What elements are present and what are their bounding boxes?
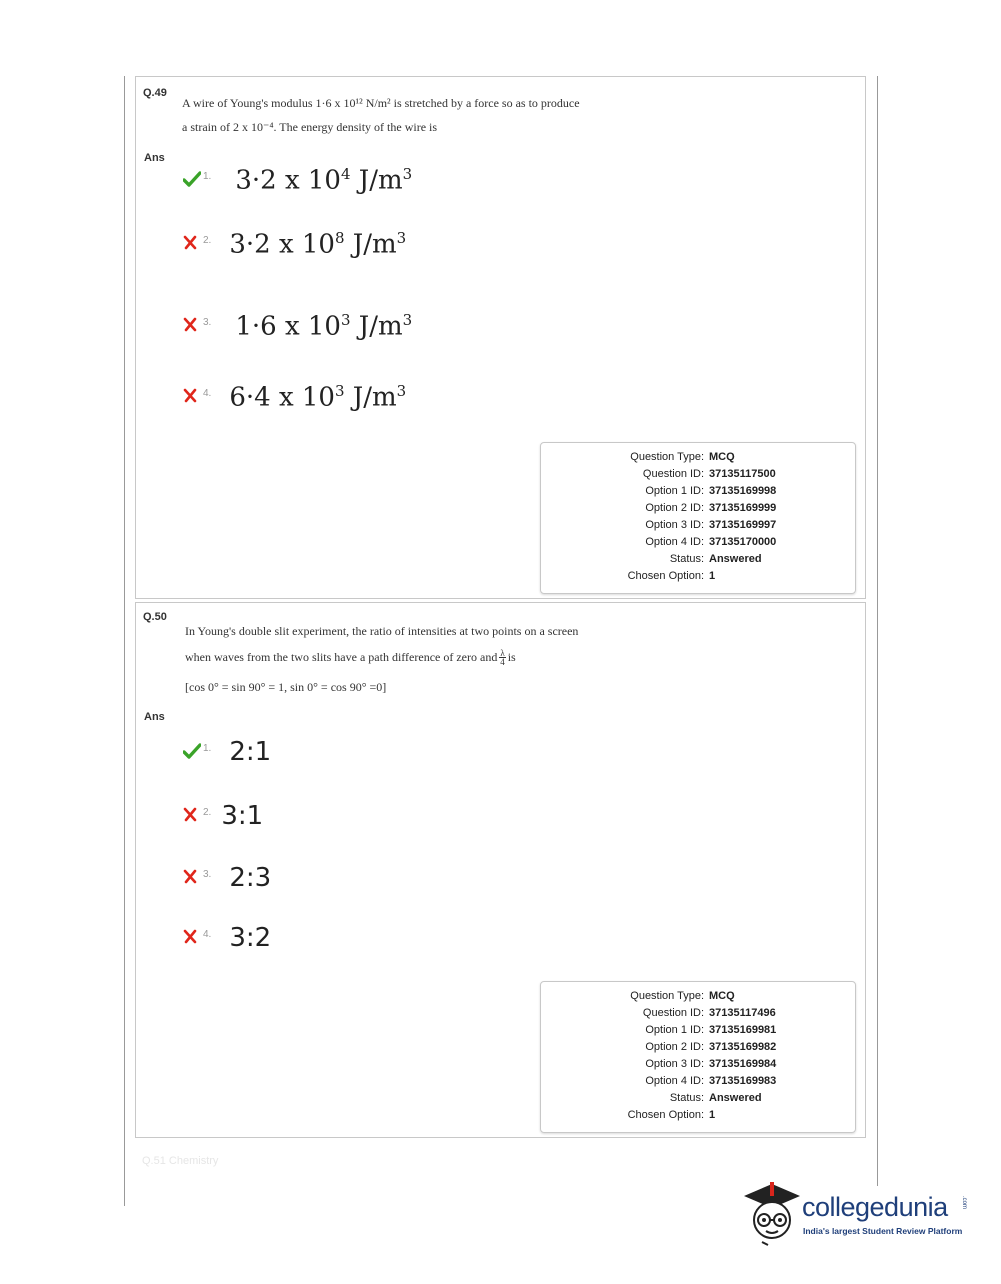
meta-key: Status xyxy=(669,1092,701,1104)
meta-key: Status xyxy=(669,553,701,565)
option-unit-exp: 3 xyxy=(402,164,413,183)
answer-label: Ans xyxy=(144,711,165,723)
meta-row xyxy=(541,1024,857,1041)
brand-name: collegedunia xyxy=(802,1192,948,1222)
question-text-line-2: a strain of 2 x 10⁻⁴. The energy density of the wire is xyxy=(182,120,438,134)
option-mantissa: 1·6 x 10 xyxy=(235,311,341,342)
page-left-rule xyxy=(124,76,125,1206)
meta-row xyxy=(541,1075,857,1092)
meta-key: Option 2 ID xyxy=(645,1041,701,1053)
meta-separator: : xyxy=(701,519,705,531)
answer-option-1 xyxy=(183,160,412,200)
meta-separator: : xyxy=(701,1041,705,1053)
brand-tagline: India's largest Student Review Platform xyxy=(803,1226,963,1236)
meta-separator: : xyxy=(701,553,705,565)
meta-separator: : xyxy=(701,1109,705,1121)
question-meta-box xyxy=(540,442,856,594)
meta-key: Option 3 ID xyxy=(645,1058,701,1070)
meta-separator: : xyxy=(701,1007,705,1019)
option-value xyxy=(235,165,412,196)
meta-value: 37135169983 xyxy=(709,1075,777,1087)
option-number: 1. xyxy=(203,170,212,182)
lambda-over-four-fraction xyxy=(499,649,505,666)
meta-key: Option 3 ID xyxy=(645,519,701,531)
fraction-numerator: λ xyxy=(500,648,505,658)
meta-value: Answered xyxy=(709,1092,762,1104)
meta-key: Option 4 ID xyxy=(645,536,701,548)
meta-row xyxy=(541,570,857,587)
meta-separator: : xyxy=(701,570,705,582)
meta-key: Chosen Option xyxy=(627,570,701,582)
question-block-50 xyxy=(135,602,866,1138)
meta-key: Chosen Option xyxy=(627,1109,701,1121)
option-value: 2:1 xyxy=(229,737,272,767)
fraction-denominator: 4 xyxy=(500,657,505,667)
cross-icon xyxy=(183,317,201,335)
meta-row xyxy=(541,553,857,570)
meta-value: Answered xyxy=(709,553,762,565)
option-unit-exp: 3 xyxy=(396,381,407,400)
meta-value: 37135117500 xyxy=(709,468,776,480)
option-exp: 8 xyxy=(334,228,345,247)
question-number: Q.49 xyxy=(143,87,167,99)
option-number: 3. xyxy=(203,868,212,880)
option-unit: J/m xyxy=(350,165,403,196)
meta-row xyxy=(541,1007,857,1024)
meta-row xyxy=(541,451,857,468)
option-mantissa: 3·2 x 10 xyxy=(229,229,335,260)
meta-separator: : xyxy=(701,485,705,497)
cross-icon xyxy=(183,929,201,947)
meta-separator: : xyxy=(701,1024,705,1036)
option-unit-exp: 3 xyxy=(402,310,413,329)
option-mantissa: 6·4 x 10 xyxy=(229,382,335,413)
option-value xyxy=(235,311,412,342)
option-number: 2. xyxy=(203,806,212,818)
option-exp: 3 xyxy=(334,381,345,400)
question-block-49 xyxy=(135,76,866,599)
option-value xyxy=(229,229,406,260)
cross-icon xyxy=(183,388,201,406)
option-value: 2:3 xyxy=(229,863,272,893)
meta-value: 37135169997 xyxy=(709,519,777,531)
meta-value: 37135169981 xyxy=(709,1024,777,1036)
option-number: 2. xyxy=(203,234,212,246)
next-section-faded-label: Q.51 Chemistry xyxy=(142,1155,219,1167)
collegedunia-logo xyxy=(740,1178,980,1248)
check-icon xyxy=(183,171,201,189)
cross-icon xyxy=(183,807,201,825)
meta-row xyxy=(541,536,857,553)
option-unit: J/m xyxy=(344,382,397,413)
meta-key: Option 1 ID xyxy=(645,1024,701,1036)
meta-value: 37135169982 xyxy=(709,1041,777,1053)
option-mantissa: 3·2 x 10 xyxy=(235,165,341,196)
meta-row xyxy=(541,1058,857,1075)
meta-row xyxy=(541,468,857,485)
meta-separator: : xyxy=(701,536,705,548)
option-value: 3:2 xyxy=(229,923,272,953)
option-unit: J/m xyxy=(350,311,403,342)
answer-option-3 xyxy=(183,306,412,346)
meta-separator: : xyxy=(701,468,705,480)
answer-option-2 xyxy=(183,224,406,264)
meta-key: Option 4 ID xyxy=(645,1075,701,1087)
meta-value: 37135169998 xyxy=(709,485,777,497)
meta-value: MCQ xyxy=(709,451,735,463)
option-number: 3. xyxy=(203,316,212,328)
meta-key: Option 2 ID xyxy=(645,502,701,514)
meta-key: Question ID xyxy=(642,468,701,480)
answer-option-4 xyxy=(183,377,406,417)
option-unit-exp: 3 xyxy=(396,228,407,247)
brand-dotcom: .com xyxy=(961,1196,967,1210)
meta-separator: : xyxy=(701,502,705,514)
check-icon xyxy=(183,743,201,761)
meta-value: 37135169999 xyxy=(709,502,777,514)
option-unit: J/m xyxy=(344,229,397,260)
meta-key: Option 1 ID xyxy=(645,485,701,497)
answer-option-2 xyxy=(183,796,263,836)
question-meta-box xyxy=(540,981,856,1133)
page-right-rule xyxy=(877,76,878,1186)
meta-value: 1 xyxy=(709,1109,716,1121)
option-value xyxy=(229,382,406,413)
meta-row xyxy=(541,502,857,519)
meta-separator: : xyxy=(701,451,705,463)
meta-row xyxy=(541,1092,857,1109)
question-text-line-3: [cos 0° = sin 90° = 1, sin 0° = cos 90° =0] xyxy=(185,680,387,694)
question-text-line-2-start: when waves from the two slits have a path difference of zero and xyxy=(185,650,498,664)
option-exp: 3 xyxy=(340,310,351,329)
option-number: 4. xyxy=(203,387,212,399)
meta-row xyxy=(541,485,857,502)
question-text-line-1: A wire of Young's modulus 1·6 x 10¹² N/m² is stretched by a force so as to produce xyxy=(182,96,580,110)
meta-value: 1 xyxy=(709,570,716,582)
option-exp: 4 xyxy=(340,164,351,183)
meta-key: Question Type xyxy=(630,451,701,463)
meta-row xyxy=(541,1041,857,1058)
option-value: 3:1 xyxy=(221,801,264,831)
meta-key: Question ID xyxy=(642,1007,701,1019)
option-number: 1. xyxy=(203,742,212,754)
meta-separator: : xyxy=(701,990,705,1002)
question-number: Q.50 xyxy=(143,611,167,623)
meta-value: MCQ xyxy=(709,990,735,1002)
option-number: 4. xyxy=(203,928,212,940)
meta-value: 37135170000 xyxy=(709,536,777,548)
question-text-line-2 xyxy=(185,649,516,666)
meta-key: Question Type xyxy=(630,990,701,1002)
meta-row xyxy=(541,990,857,1007)
meta-separator: : xyxy=(701,1075,705,1087)
answer-label: Ans xyxy=(144,152,165,164)
meta-separator: : xyxy=(701,1058,705,1070)
answer-option-4 xyxy=(183,918,271,958)
meta-row xyxy=(541,1109,857,1126)
meta-separator: : xyxy=(701,1092,705,1104)
answer-option-1 xyxy=(183,732,271,772)
question-text-line-1: In Young's double slit experiment, the ratio of intensities at two points on a screen xyxy=(185,624,579,638)
meta-row xyxy=(541,519,857,536)
graduate-mascot-icon xyxy=(740,1178,802,1248)
answer-option-3 xyxy=(183,858,271,898)
cross-icon xyxy=(183,869,201,887)
cross-icon xyxy=(183,235,201,253)
meta-value: 37135117496 xyxy=(709,1007,776,1019)
question-text-line-2-end: is xyxy=(507,650,516,664)
meta-value: 37135169984 xyxy=(709,1058,777,1070)
